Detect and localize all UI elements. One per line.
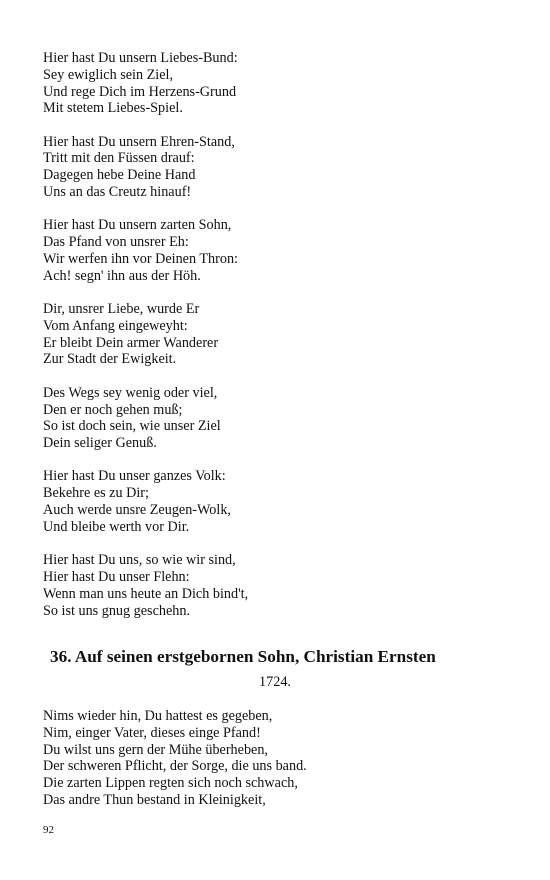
section-heading: 36. Auf seinen erstgebornen Sohn, Christian Ernsten (50, 647, 436, 666)
verse-line: Und bleibe werth vor Dir. (43, 518, 190, 535)
verse-line: Bekehre es zu Dir; (43, 485, 149, 502)
verse-line: Tritt mit den Füssen drauf: (43, 150, 195, 167)
verse-line: Du wilst uns gern der Mühe überheben, (43, 741, 268, 758)
stanza (43, 217, 523, 284)
stanza (43, 134, 523, 201)
stanza (43, 552, 523, 619)
verse-line: Uns an das Creutz hinauf! (43, 184, 192, 201)
verse-line: Hier hast Du unser ganzes Volk: (43, 468, 226, 485)
stanza (43, 50, 523, 117)
verse-line: Hier hast Du unser Flehn: (43, 568, 190, 585)
verse-line: So ist uns gnug geschehn. (43, 602, 190, 619)
verse-line: Dagegen hebe Deine Hand (43, 167, 196, 184)
verse-line: Hier hast Du uns, so wie wir sind, (43, 552, 236, 569)
verse-line: Wir werfen ihn vor Deinen Thron: (43, 250, 238, 267)
verse-line: Wenn man uns heute an Dich bind't, (43, 585, 249, 602)
page-number: 92 (43, 824, 54, 836)
verse-line: Ach! segn' ihn aus der Höh. (43, 267, 201, 284)
verse-line: Hier hast Du unsern zarten Sohn, (43, 217, 232, 234)
verse-line: Des Wegs sey wenig oder viel, (43, 384, 218, 401)
poem-stanzas (43, 50, 523, 636)
verse-line: Nim, einger Vater, dieses einge Pfand! (43, 724, 261, 741)
verse-line: Hier hast Du unsern Ehren-Stand, (43, 133, 235, 150)
verse-line: Zur Stadt der Ewigkeit. (43, 351, 177, 368)
verse-line: Vom Anfang eingeweyht: (43, 317, 188, 334)
verse-line: Und rege Dich im Herzens-Grund (43, 83, 237, 100)
verse-line: Er bleibt Dein armer Wanderer (43, 334, 219, 351)
verse-line: Die zarten Lippen regten sich noch schwach, (43, 775, 298, 792)
poem-36-opening (43, 708, 523, 809)
verse-line: Den er noch gehen muß; (43, 401, 183, 418)
stanza (43, 301, 523, 368)
verse-line: Sey ewiglich sein Ziel, (43, 66, 174, 83)
verse-line: Der schweren Pflicht, der Sorge, die uns band. (43, 758, 307, 775)
verse-line: Auch werde unsre Zeugen-Wolk, (43, 502, 231, 519)
verse-line: So ist doch sein, wie unser Ziel (43, 418, 221, 435)
section-year: 1724. (259, 674, 291, 690)
verse-line: Dir, unsrer Liebe, wurde Er (43, 301, 200, 318)
stanza (43, 468, 523, 535)
verse-line: Dein seliger Genuß. (43, 435, 157, 452)
verse-line: Mit stetem Liebes-Spiel. (43, 100, 183, 117)
stanza (43, 385, 523, 452)
verse-line: Das Pfand von unsrer Eh: (43, 234, 189, 251)
verse-line: Das andre Thun bestand in Kleinigkeit, (43, 791, 266, 808)
verse-line: Nims wieder hin, Du hattest es gegeben, (43, 708, 273, 724)
verse-line: Hier hast Du unsern Liebes-Bund: (43, 50, 238, 66)
